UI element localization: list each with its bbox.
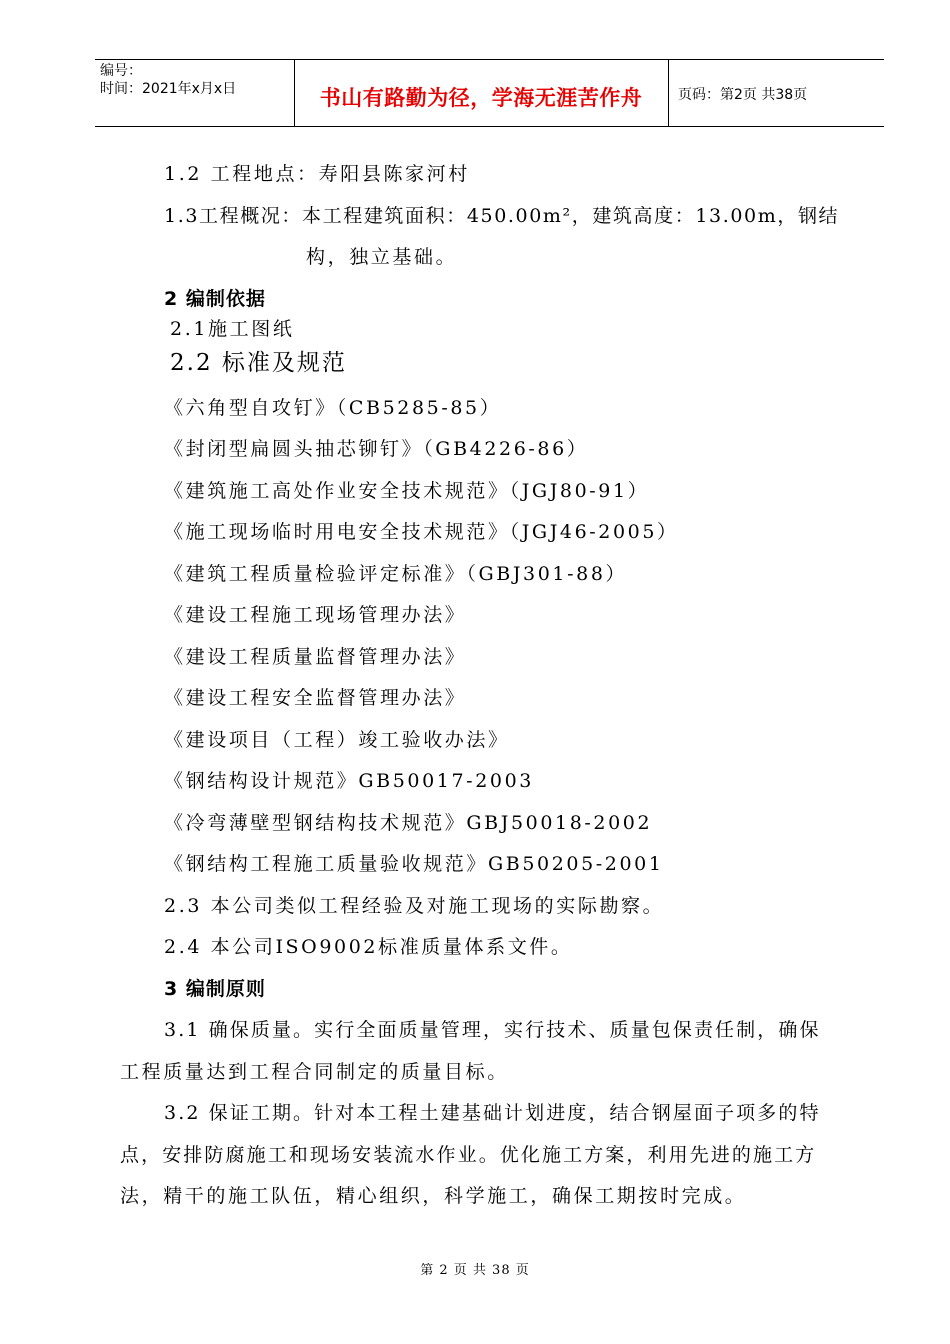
page-footer: 第 2 页 共 38 页 [420, 1263, 530, 1278]
text-line: 点，安排防腐施工和现场安装流水作业。优化施工方案，利用先进的施工方 [120, 1144, 817, 1166]
text-line: 1.2 工程地点：寿阳县陈家河村 [164, 163, 470, 185]
header-serial-label: 编号： [100, 63, 142, 79]
standard-item: 《建筑工程质量检验评定标准》（GBJ301-88） [164, 563, 628, 585]
header-motto: 书山有路勤为径，学海无涯苦作舟 [319, 86, 643, 110]
text-line: 3.1 确保质量。实行全面质量管理，实行技术、质量包保责任制，确保 [164, 1019, 821, 1041]
standard-item: 《封闭型扁圆头抽芯铆钉》（GB4226-86） [164, 438, 589, 460]
section-heading: 2 编制依据 [164, 288, 266, 310]
header-divider-right [668, 59, 669, 127]
text-line: 法，精干的施工队伍，精心组织，科学施工，确保工期按时完成。 [120, 1185, 747, 1207]
standard-item: 《建设工程安全监督管理办法》 [164, 687, 467, 709]
text-line: 2.3 本公司类似工程经验及对施工现场的实际勘察。 [164, 895, 665, 917]
standard-item: 《建设项目（工程）竣工验收办法》 [164, 729, 510, 751]
text-line: 构，独立基础。 [306, 246, 458, 268]
standard-item: 《建设工程质量监督管理办法》 [164, 646, 467, 668]
subsection-heading: 2.2 标准及规范 [170, 350, 347, 376]
header-divider-left [294, 59, 295, 127]
standard-item: 《建筑施工高处作业安全技术规范》（JGJ80-91） [164, 480, 650, 502]
standard-item: 《冷弯薄壁型钢结构技术规范》GBJ50018-2002 [164, 812, 653, 834]
text-line: 1.3工程概况：本工程建筑面积：450.00m²，建筑高度：13.00m，钢结 [164, 205, 840, 227]
section-heading: 3 编制原则 [164, 978, 266, 1000]
standard-item: 《钢结构设计规范》GB50017-2003 [164, 770, 534, 792]
text-line: 工程质量达到工程合同制定的质量目标。 [120, 1061, 509, 1083]
standard-item: 《建设工程施工现场管理办法》 [164, 604, 467, 626]
header-page-info: 页码：第2页 共38页 [678, 87, 808, 103]
text-line: 2.1施工图纸 [170, 318, 295, 340]
header-bottom-rule [95, 126, 884, 127]
header-top-rule [95, 59, 884, 60]
standard-item: 《六角型自攻钉》（CB5285-85） [164, 397, 502, 419]
header-time-label: 时间：2021年x月x日 [100, 81, 237, 97]
standard-item: 《钢结构工程施工质量验收规范》GB50205-2001 [164, 853, 664, 875]
standard-item: 《施工现场临时用电安全技术规范》（JGJ46-2005） [164, 521, 679, 543]
text-line: 3.2 保证工期。针对本工程土建基础计划进度，结合钢屋面子项多的特 [164, 1102, 821, 1124]
text-line: 2.4 本公司ISO9002标准质量体系文件。 [164, 936, 573, 958]
